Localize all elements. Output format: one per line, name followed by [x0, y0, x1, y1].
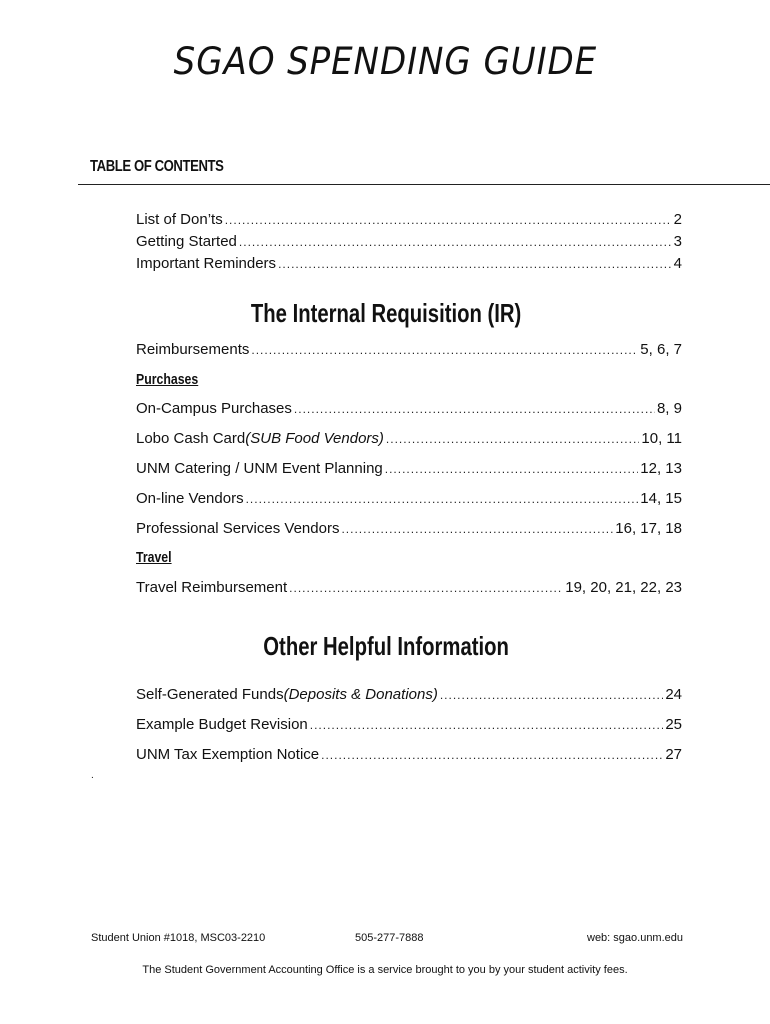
dot-leader [289, 581, 563, 595]
toc-entry-page: 3 [673, 233, 682, 250]
section-title-other: Other Helpful Information [263, 631, 509, 661]
toc-entry-page: 5, 6, 7 [640, 341, 682, 358]
dot-leader [278, 257, 672, 271]
toc-entry-label: Important Reminders [136, 255, 277, 272]
dot-leader [341, 522, 613, 536]
dot-leader [246, 492, 639, 506]
toc-entry [136, 430, 682, 447]
dot-leader [385, 462, 639, 476]
footer-web: web: sgao.unm.edu [587, 932, 684, 944]
toc-entry-label: UNM Catering / UNM Event Planning [136, 460, 383, 477]
toc-entry [136, 400, 682, 417]
toc-entry-label: Reimbursements [136, 341, 250, 358]
dot-leader [310, 718, 664, 732]
footer-address: Student Union #1018, MSC03-2210 [91, 932, 266, 944]
toc-entry [136, 233, 682, 250]
heading-rule [78, 184, 770, 185]
toc-entry-page: 10, 11 [641, 430, 682, 447]
footer-note: The Student Government Accounting Office is a service brought to you by your student activity fees. [142, 964, 628, 976]
toc-entry-label: On-line Vendors [136, 490, 244, 507]
toc-entry-note: (SUB Food Vendors) [245, 430, 384, 447]
subheading-travel: Travel [136, 549, 172, 566]
dot-leader [386, 432, 640, 446]
toc-entry [136, 255, 682, 272]
footer-phone: 505-277-7888 [355, 932, 424, 944]
dot-leader [239, 235, 672, 249]
toc-entry-page: 25 [665, 716, 682, 733]
toc-entry [136, 341, 682, 358]
section-title-ir: The Internal Requisition (IR) [250, 298, 522, 328]
stray-mark: . [91, 770, 94, 781]
dot-leader [321, 748, 663, 762]
toc-entry-page: 16, 17, 18 [615, 520, 682, 537]
toc-entry-page: 19, 20, 21, 22, 23 [565, 579, 682, 596]
toc-entry-label: Travel Reimbursement [136, 579, 288, 596]
toc-entry-page: 12, 13 [640, 460, 682, 477]
toc-heading: TABLE OF CONTENTS [90, 158, 224, 175]
toc-entry-label: On-Campus Purchases [136, 400, 292, 417]
dot-leader [225, 213, 672, 227]
toc-entry-label: Self-Generated Funds [136, 686, 284, 703]
toc-entry [136, 579, 682, 596]
toc-entry [136, 520, 682, 537]
toc-entry [136, 686, 682, 703]
toc-entry-page: 8, 9 [656, 400, 682, 417]
toc-entry-label: Example Budget Revision [136, 716, 308, 733]
toc-entry-page: 2 [673, 211, 682, 228]
page-title: SGAO SPENDING GUIDE [173, 40, 598, 83]
subheading-purchases: Purchases [136, 371, 199, 388]
toc-entry [136, 460, 682, 477]
dot-leader [440, 688, 663, 702]
toc-entry-note: (Deposits & Donations) [283, 686, 438, 703]
toc-entry-page: 14, 15 [640, 490, 682, 507]
toc-entry [136, 746, 682, 763]
toc-entry [136, 490, 682, 507]
toc-entry [136, 211, 682, 228]
toc-entry-page: 27 [665, 746, 682, 763]
toc-entry [136, 716, 682, 733]
toc-entry-label: Getting Started [136, 233, 237, 250]
toc-entry-label: Lobo Cash Card [136, 430, 246, 447]
dot-leader [251, 343, 638, 357]
toc-entry-page: 4 [673, 255, 682, 272]
toc-entry-label: List of Don’ts [136, 211, 223, 228]
toc-entry-label: UNM Tax Exemption Notice [136, 746, 320, 763]
dot-leader [294, 402, 655, 416]
toc-entry-label: Professional Services Vendors [136, 520, 340, 537]
toc-entry-page: 24 [665, 686, 682, 703]
